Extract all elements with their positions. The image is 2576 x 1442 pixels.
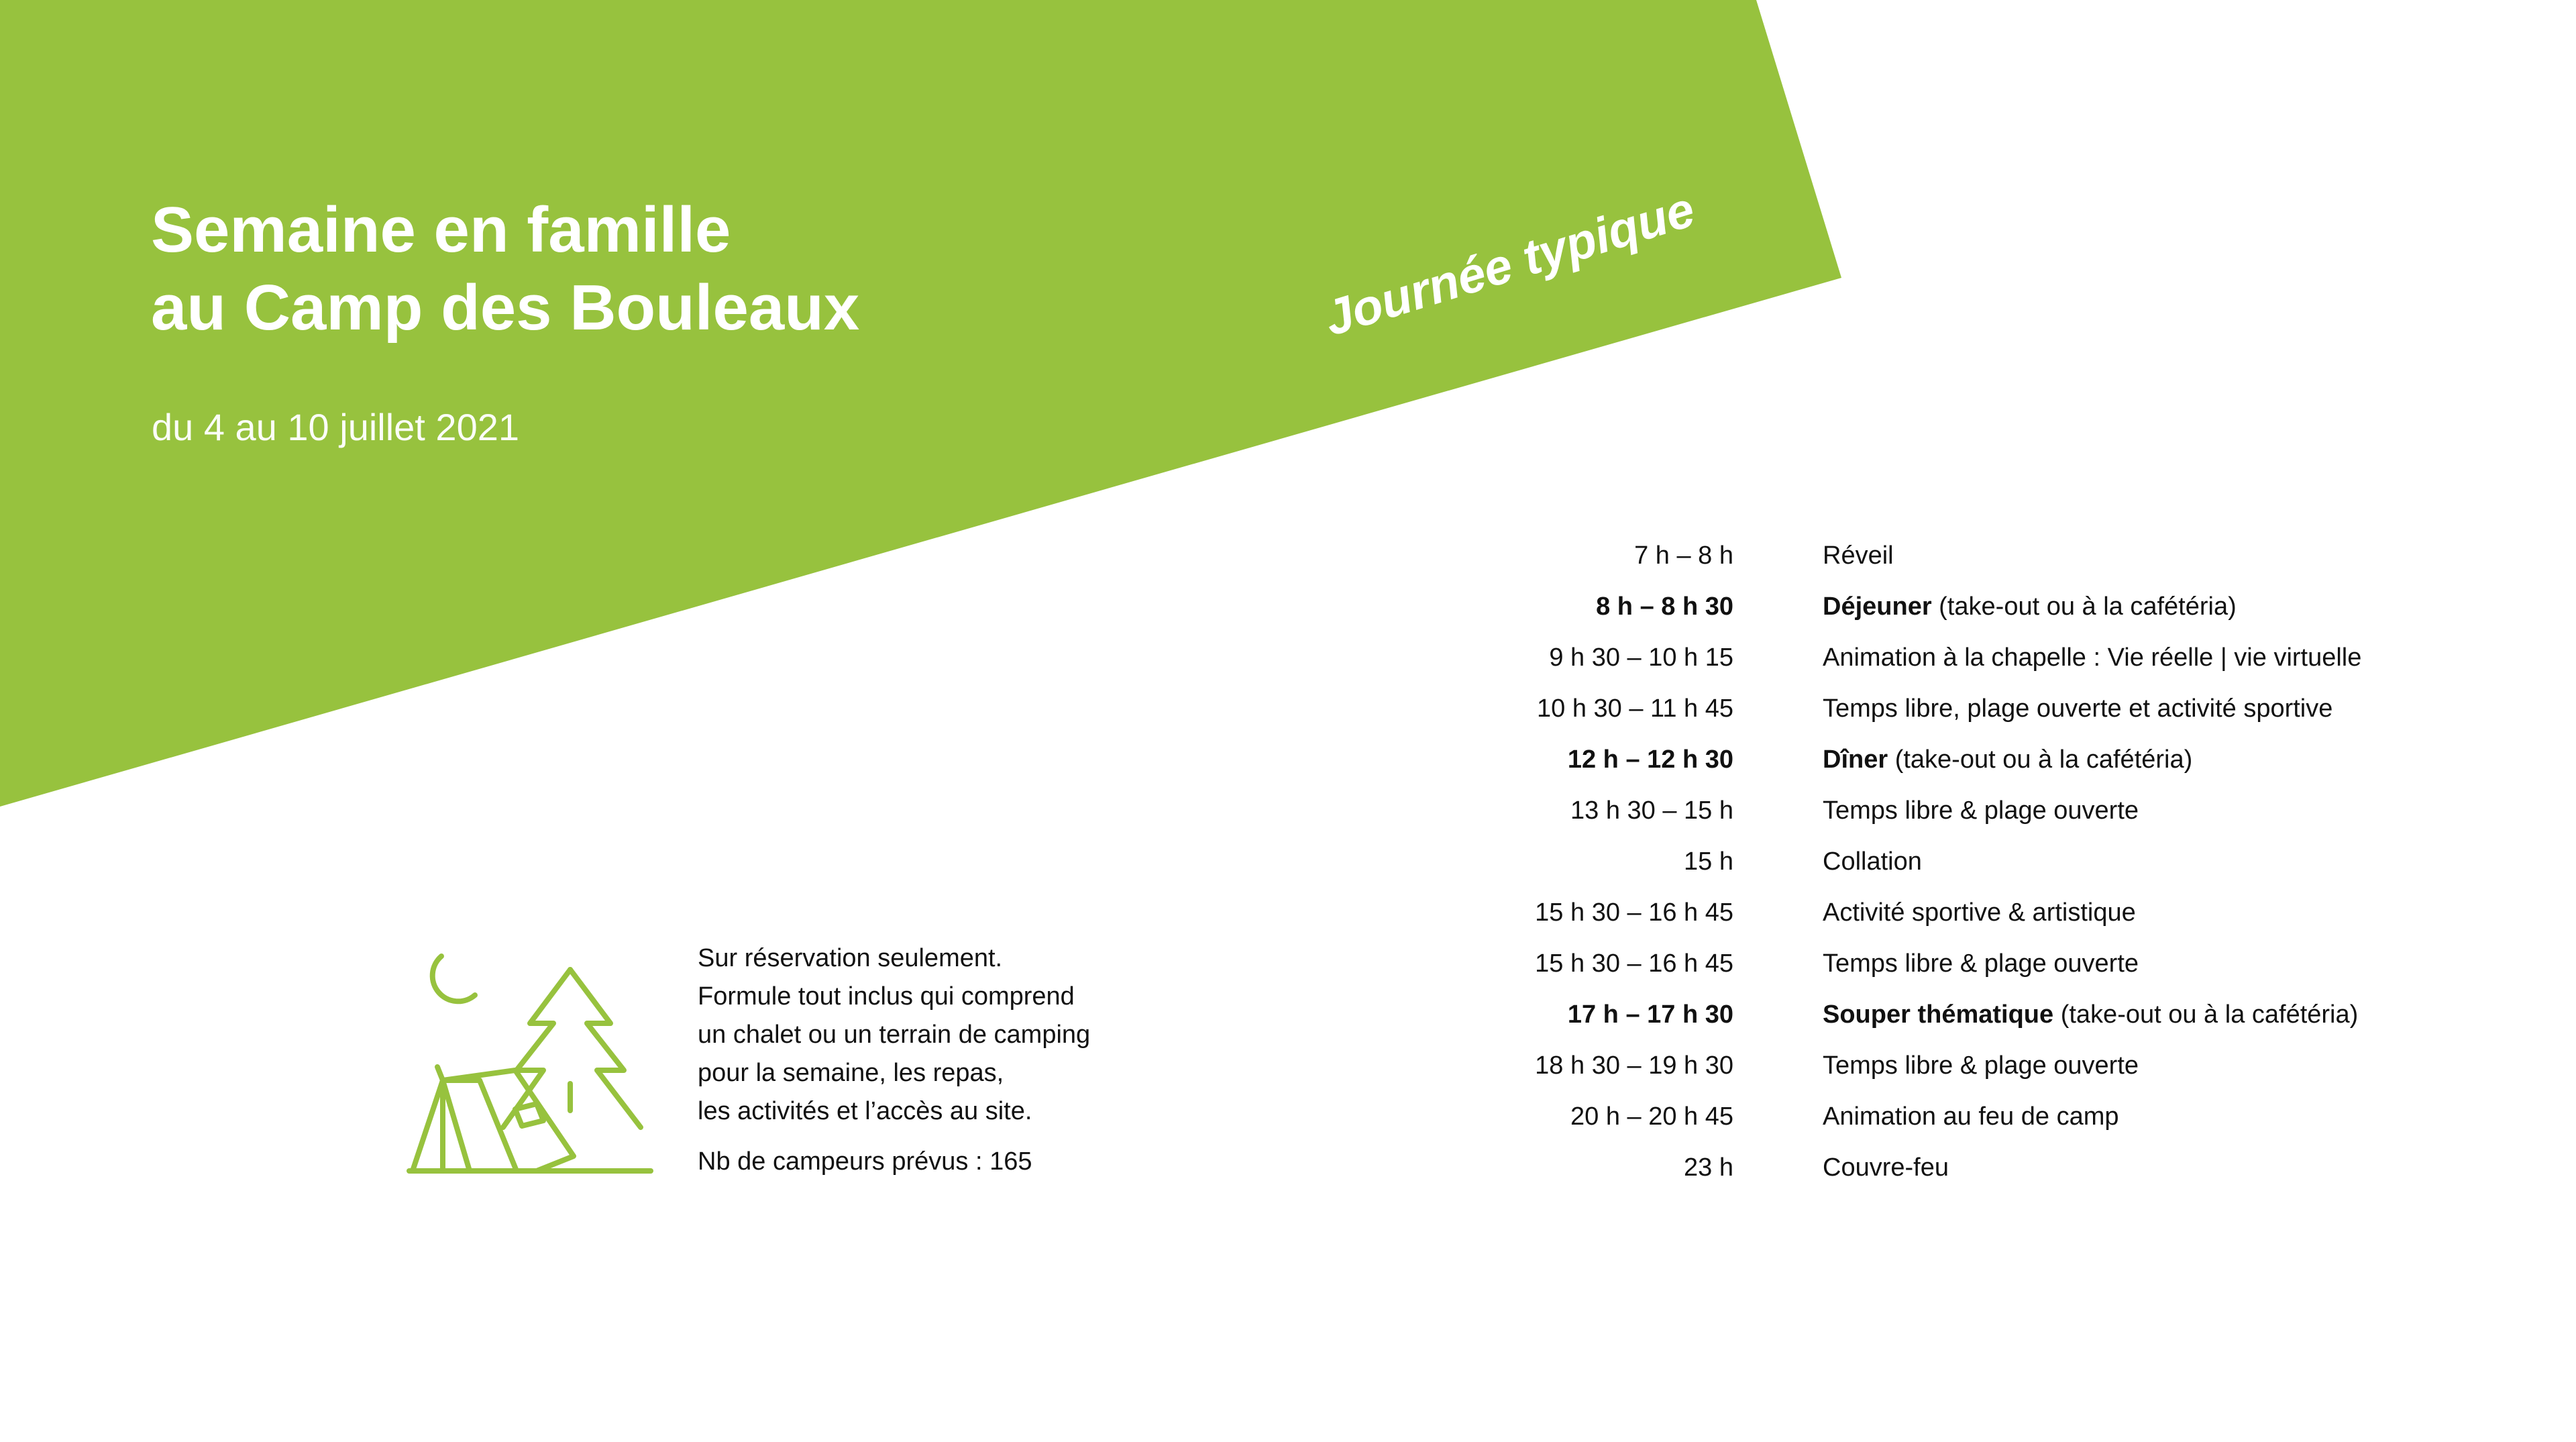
schedule-row (1462, 1142, 2536, 1193)
schedule-row (1462, 632, 2536, 683)
schedule-row (1462, 887, 2536, 938)
schedule-time: 23 h (1684, 1153, 1733, 1182)
schedule-row (1462, 734, 2536, 785)
schedule-activity (1823, 847, 1922, 876)
activity-name: Temps libre & plage ouverte (1823, 1051, 2139, 1080)
schedule-activity (1823, 745, 2192, 774)
info-line: pour la semaine, les repas, (698, 1059, 1004, 1087)
activity-name: Temps libre, plage ouverte et activité sportive (1823, 694, 2333, 723)
schedule-time: 13 h 30 – 15 h (1570, 796, 1733, 825)
activity-note: (take-out ou à la cafétéria) (2053, 1000, 2359, 1029)
event-dates: du 4 au 10 juillet 2021 (152, 406, 519, 448)
schedule-row (1462, 1040, 2536, 1091)
schedule-time: 17 h – 17 h 30 (1567, 1000, 1733, 1029)
schedule-row (1462, 530, 2536, 581)
schedule-activity (1823, 694, 2332, 723)
activity-name: Temps libre & plage ouverte (1823, 796, 2139, 825)
info-line: Sur réservation seulement. (698, 944, 1003, 972)
schedule-time: 20 h – 20 h 45 (1570, 1102, 1733, 1131)
info-line: les activités et l’accès au site. (698, 1097, 1032, 1125)
page-title (151, 191, 859, 347)
schedule-time: 15 h 30 – 16 h 45 (1535, 949, 1733, 978)
activity-name: Souper thématique (1823, 1000, 2054, 1029)
schedule-activity (1823, 1000, 2358, 1029)
activity-note: (take-out ou à la cafétéria) (1931, 592, 2237, 621)
activity-name: Temps libre & plage ouverte (1823, 949, 2139, 978)
schedule-activity (1823, 643, 2361, 672)
schedule-activity (1823, 1153, 1949, 1182)
activity-name: Dîner (1823, 745, 1888, 774)
activity-name: Collation (1823, 847, 1922, 876)
schedule-time: 7 h – 8 h (1634, 541, 1733, 570)
schedule-row (1462, 836, 2536, 887)
campers-count: Nb de campeurs prévus : 165 (698, 1147, 1032, 1176)
schedule-time: 9 h 30 – 10 h 15 (1549, 643, 1733, 672)
activity-name: Animation à la chapelle : Vie réelle | vie virtuelle (1823, 643, 2362, 672)
activity-name: Déjeuner (1823, 592, 1932, 621)
schedule-row (1462, 785, 2536, 836)
schedule-row (1462, 1091, 2536, 1142)
schedule-activity (1823, 898, 2136, 927)
schedule-row (1462, 683, 2536, 734)
booking-info (698, 939, 1221, 1181)
schedule-time: 8 h – 8 h 30 (1596, 592, 1733, 621)
schedule-activity (1823, 593, 2237, 621)
typical-day-tag: Journée typique (1318, 181, 1701, 347)
schedule-time: 18 h 30 – 19 h 30 (1535, 1051, 1733, 1080)
schedule-time: 15 h (1684, 847, 1733, 876)
daily-schedule (1462, 530, 2536, 1193)
title-line-2: au Camp des Bouleaux (151, 272, 860, 344)
schedule-time: 12 h – 12 h 30 (1567, 745, 1733, 774)
camping-tent-trees-moon-icon (402, 943, 657, 1178)
info-line: Formule tout inclus qui comprend (698, 982, 1075, 1011)
schedule-activity (1823, 949, 2139, 978)
schedule-activity (1823, 796, 2139, 825)
activity-name: Réveil (1823, 541, 1894, 570)
schedule-activity (1823, 1102, 2119, 1131)
schedule-row (1462, 581, 2536, 632)
title-line-1: Semaine en famille (151, 194, 731, 266)
schedule-activity (1823, 1051, 2139, 1080)
activity-name: Animation au feu de camp (1823, 1102, 2119, 1131)
info-line: un chalet ou un terrain de camping (698, 1021, 1091, 1049)
schedule-row (1462, 989, 2536, 1040)
activity-name: Activité sportive & artistique (1823, 898, 2136, 927)
schedule-activity (1823, 542, 1894, 570)
activity-note: (take-out ou à la cafétéria) (1888, 745, 2193, 774)
activity-name: Couvre-feu (1823, 1153, 1949, 1182)
schedule-row (1462, 938, 2536, 989)
schedule-time: 10 h 30 – 11 h 45 (1537, 694, 1733, 723)
schedule-time: 15 h 30 – 16 h 45 (1535, 898, 1733, 927)
